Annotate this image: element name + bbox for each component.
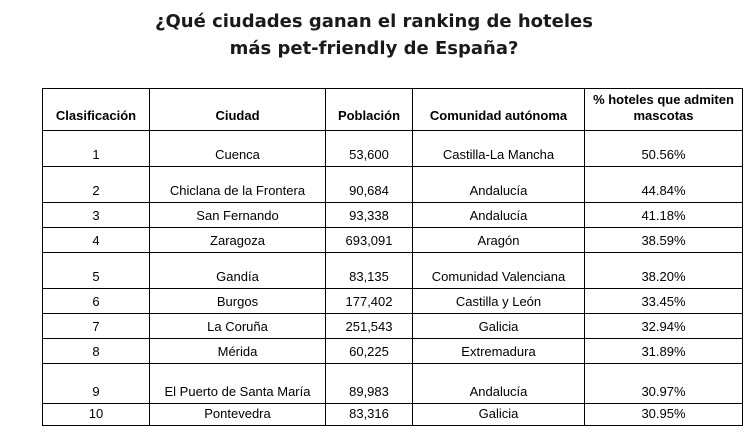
cell-percent: 38.59% xyxy=(585,228,743,253)
cell-population: 93,338 xyxy=(326,203,413,228)
table-row xyxy=(43,404,743,426)
cell-population: 60,225 xyxy=(326,339,413,364)
table-row xyxy=(43,203,743,228)
cell-percent: 31.89% xyxy=(585,339,743,364)
cell-rank: 8 xyxy=(43,339,150,364)
cell-percent: 32.94% xyxy=(585,314,743,339)
column-header-population: Población xyxy=(326,89,413,131)
cell-percent: 41.18% xyxy=(585,203,743,228)
page-title xyxy=(0,8,748,62)
cell-region: Aragón xyxy=(413,228,585,253)
table-row xyxy=(43,289,743,314)
cell-region: Galicia xyxy=(413,314,585,339)
cell-city: Chiclana de la Frontera xyxy=(150,167,326,203)
title-line-2: más pet-friendly de España? xyxy=(229,38,519,59)
table-row xyxy=(43,339,743,364)
cell-population: 89,983 xyxy=(326,364,413,404)
cell-population: 53,600 xyxy=(326,131,413,167)
cell-rank: 5 xyxy=(43,253,150,289)
cell-rank: 10 xyxy=(43,404,150,426)
cell-region: Extremadura xyxy=(413,339,585,364)
column-header-rank: Clasificación xyxy=(43,89,150,131)
column-header-city: Ciudad xyxy=(150,89,326,131)
column-header-region: Comunidad autónoma xyxy=(413,89,585,131)
table-row xyxy=(43,364,743,404)
cell-region: Andalucía xyxy=(413,167,585,203)
table-header-row xyxy=(43,89,743,131)
cell-region: Comunidad Valenciana xyxy=(413,253,585,289)
cell-region: Castilla y León xyxy=(413,289,585,314)
cell-percent: 44.84% xyxy=(585,167,743,203)
cell-region: Andalucía xyxy=(413,364,585,404)
table-row xyxy=(43,314,743,339)
cell-city: Zaragoza xyxy=(150,228,326,253)
title-line-1: ¿Qué ciudades ganan el ranking de hoteles xyxy=(155,11,593,32)
cell-city: Pontevedra xyxy=(150,404,326,426)
table-row xyxy=(43,253,743,289)
cell-rank: 9 xyxy=(43,364,150,404)
table-row xyxy=(43,167,743,203)
cell-population: 83,316 xyxy=(326,404,413,426)
cell-rank: 4 xyxy=(43,228,150,253)
cell-percent: 50.56% xyxy=(585,131,743,167)
cell-city: Mérida xyxy=(150,339,326,364)
column-header-percent: % hoteles que admiten mascotas xyxy=(585,89,743,131)
table-row xyxy=(43,228,743,253)
cell-rank: 7 xyxy=(43,314,150,339)
cell-city: San Fernando xyxy=(150,203,326,228)
cell-city: Gandía xyxy=(150,253,326,289)
cell-city: Cuenca xyxy=(150,131,326,167)
ranking-table xyxy=(42,88,743,426)
cell-rank: 3 xyxy=(43,203,150,228)
cell-population: 177,402 xyxy=(326,289,413,314)
cell-rank: 1 xyxy=(43,131,150,167)
cell-city: La Coruña xyxy=(150,314,326,339)
cell-population: 83,135 xyxy=(326,253,413,289)
cell-region: Galicia xyxy=(413,404,585,426)
cell-city: El Puerto de Santa María xyxy=(150,364,326,404)
cell-population: 693,091 xyxy=(326,228,413,253)
cell-rank: 6 xyxy=(43,289,150,314)
cell-rank: 2 xyxy=(43,167,150,203)
table-row xyxy=(43,131,743,167)
cell-percent: 33.45% xyxy=(585,289,743,314)
cell-city: Burgos xyxy=(150,289,326,314)
cell-percent: 38.20% xyxy=(585,253,743,289)
cell-region: Andalucía xyxy=(413,203,585,228)
cell-population: 251,543 xyxy=(326,314,413,339)
cell-percent: 30.95% xyxy=(585,404,743,426)
cell-population: 90,684 xyxy=(326,167,413,203)
cell-region: Castilla-La Mancha xyxy=(413,131,585,167)
cell-percent: 30.97% xyxy=(585,364,743,404)
